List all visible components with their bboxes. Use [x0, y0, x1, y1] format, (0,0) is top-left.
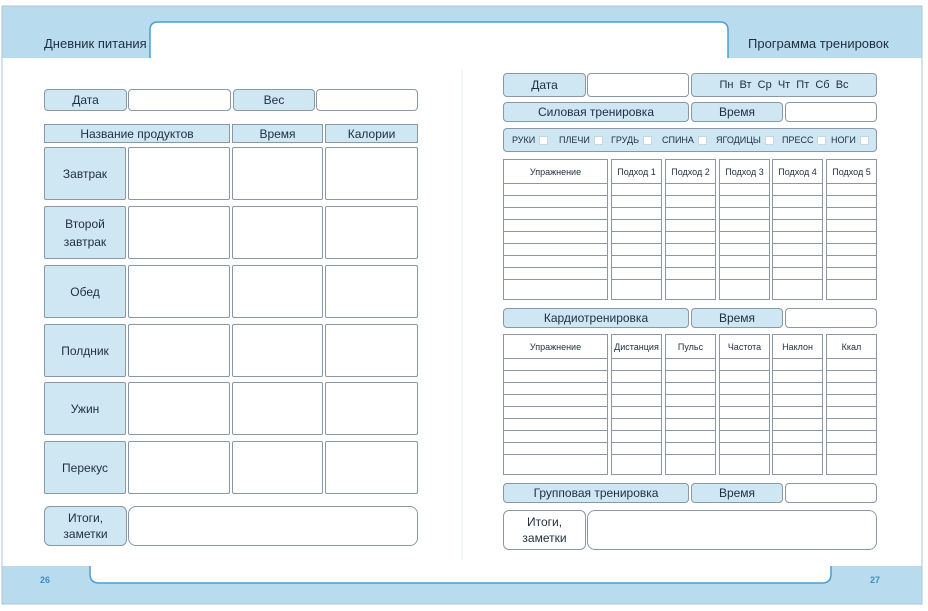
- cardio-header-pulse: Пульс: [666, 335, 715, 359]
- muscle-legs-label: НОГИ: [831, 135, 856, 145]
- table-row[interactable]: [720, 431, 769, 443]
- strength-col-set4: [772, 159, 823, 300]
- meal-snack-afternoon: Полдник: [44, 324, 126, 377]
- table-row[interactable]: [720, 407, 769, 419]
- left-page-number: 26: [40, 575, 51, 585]
- muscle-chest[interactable]: [611, 128, 652, 152]
- table-row[interactable]: [666, 443, 715, 455]
- table-row[interactable]: [773, 431, 822, 443]
- table-row[interactable]: [720, 196, 769, 208]
- cardio-header-frequency: Частота: [720, 335, 769, 359]
- table-row[interactable]: [773, 455, 822, 467]
- table-row[interactable]: [773, 395, 822, 407]
- table-row[interactable]: [773, 244, 822, 256]
- table-row[interactable]: [504, 184, 607, 196]
- table-row[interactable]: [773, 268, 822, 280]
- shoulders-checkbox[interactable]: [594, 136, 603, 145]
- breakfast-products[interactable]: [128, 147, 230, 200]
- table-row[interactable]: [504, 359, 607, 371]
- table-row[interactable]: [827, 268, 876, 280]
- table-row[interactable]: [666, 256, 715, 268]
- weight-label: Вес: [233, 89, 315, 111]
- table-row[interactable]: [720, 455, 769, 467]
- lunch-products[interactable]: [128, 265, 230, 318]
- table-row[interactable]: [504, 371, 607, 383]
- table-row[interactable]: [612, 268, 661, 280]
- table-row[interactable]: [827, 443, 876, 455]
- table-row[interactable]: [504, 395, 607, 407]
- right-page-number: 27: [870, 575, 881, 585]
- table-row[interactable]: [720, 232, 769, 244]
- table-row[interactable]: [504, 244, 607, 256]
- table-row[interactable]: [827, 455, 876, 467]
- strength-header-set5: Подход 5: [827, 160, 876, 184]
- table-row[interactable]: [720, 419, 769, 431]
- muscle-abs[interactable]: [782, 128, 826, 152]
- strength-training-label: Силовая тренировка: [503, 102, 689, 122]
- weekday-selector[interactable]: Пн Вт Ср Чт Пт Сб Вс: [691, 73, 877, 97]
- breakfast-calories[interactable]: [325, 147, 418, 200]
- table-row[interactable]: [773, 371, 822, 383]
- muscle-shoulders[interactable]: [559, 128, 603, 152]
- table-row[interactable]: [666, 407, 715, 419]
- table-row[interactable]: [773, 220, 822, 232]
- table-row[interactable]: [666, 419, 715, 431]
- table-row[interactable]: [827, 184, 876, 196]
- table-row[interactable]: [773, 232, 822, 244]
- right-notes-label-text: Итоги, заметки: [522, 514, 567, 545]
- header-time: Время: [232, 124, 323, 143]
- table-row[interactable]: [666, 395, 715, 407]
- table-row[interactable]: [666, 383, 715, 395]
- table-row[interactable]: [504, 208, 607, 220]
- table-row[interactable]: [612, 383, 661, 395]
- legs-checkbox[interactable]: [860, 136, 869, 145]
- header-calories: Калории: [325, 124, 418, 143]
- strength-col-set2: [665, 159, 716, 300]
- dinner-time[interactable]: [232, 382, 323, 435]
- cardio-header-distance: Дистанция: [612, 335, 661, 359]
- cardio-label: Кардиотренировка: [503, 308, 689, 328]
- table-row[interactable]: [773, 256, 822, 268]
- lunch-calories[interactable]: [325, 265, 418, 318]
- header-product-name: Название продуктов: [44, 124, 230, 143]
- cardio-col-frequency: [719, 334, 770, 475]
- table-row[interactable]: [827, 244, 876, 256]
- date-label: Дата: [44, 89, 127, 111]
- table-row[interactable]: [720, 443, 769, 455]
- table-row[interactable]: [612, 371, 661, 383]
- meal-second-breakfast-label: Второй завтрак: [63, 216, 107, 249]
- table-row[interactable]: [504, 383, 607, 395]
- table-row[interactable]: [612, 232, 661, 244]
- left-notes-label-text: Итоги, заметки: [63, 510, 108, 541]
- table-row[interactable]: [504, 419, 607, 431]
- second-breakfast-calories[interactable]: [325, 206, 418, 259]
- table-row[interactable]: [612, 184, 661, 196]
- table-row[interactable]: [827, 431, 876, 443]
- table-row[interactable]: [612, 208, 661, 220]
- strength-header-exercise: Упражнение: [504, 160, 607, 184]
- table-row[interactable]: [504, 455, 607, 467]
- right-notes-label: [503, 510, 586, 550]
- table-row[interactable]: [612, 419, 661, 431]
- meal-dinner: Ужин: [44, 382, 126, 435]
- table-row[interactable]: [773, 419, 822, 431]
- table-row[interactable]: [827, 395, 876, 407]
- snack-products[interactable]: [128, 441, 230, 494]
- table-row[interactable]: [504, 256, 607, 268]
- strength-col-set3: [719, 159, 770, 300]
- second-breakfast-products[interactable]: [128, 206, 230, 259]
- snack-time[interactable]: [232, 441, 323, 494]
- table-row[interactable]: [612, 395, 661, 407]
- table-row[interactable]: [827, 232, 876, 244]
- table-row[interactable]: [720, 268, 769, 280]
- table-row[interactable]: [504, 443, 607, 455]
- strength-header-set4: Подход 4: [773, 160, 822, 184]
- table-row[interactable]: [612, 244, 661, 256]
- table-row[interactable]: [720, 184, 769, 196]
- table-row[interactable]: [666, 455, 715, 467]
- left-notes-label: [44, 506, 127, 546]
- breakfast-time[interactable]: [232, 147, 323, 200]
- cardio-time-field[interactable]: [785, 308, 877, 328]
- group-training-label: Групповая тренировка: [503, 483, 689, 503]
- table-row[interactable]: [720, 220, 769, 232]
- muscle-chest-label: ГРУДЬ: [611, 135, 639, 145]
- abs-checkbox[interactable]: [817, 136, 826, 145]
- afternoon-products[interactable]: [128, 324, 230, 377]
- muscle-arms-label: РУКИ: [512, 135, 536, 145]
- muscle-glutes-label: ЯГОДИЦЫ: [716, 135, 761, 145]
- table-row[interactable]: [612, 196, 661, 208]
- muscle-glutes[interactable]: [716, 128, 774, 152]
- afternoon-calories[interactable]: [325, 324, 418, 377]
- table-row[interactable]: [666, 208, 715, 220]
- table-row[interactable]: [827, 371, 876, 383]
- left-notes-field[interactable]: [128, 506, 418, 546]
- table-row[interactable]: [773, 196, 822, 208]
- table-row[interactable]: [666, 359, 715, 371]
- table-row[interactable]: [720, 280, 769, 292]
- table-row[interactable]: [612, 431, 661, 443]
- table-row[interactable]: [720, 371, 769, 383]
- group-time-field[interactable]: [785, 483, 877, 503]
- cardio-header-exercise: Упражнение: [504, 335, 607, 359]
- cardio-col-distance: [611, 334, 662, 475]
- muscle-shoulders-label: ПЛЕЧИ: [559, 135, 590, 145]
- right-date-label: Дата: [503, 73, 586, 97]
- table-row[interactable]: [720, 256, 769, 268]
- cardio-header-incline: Наклон: [773, 335, 822, 359]
- cardio-col-exercise: [503, 334, 608, 475]
- table-row[interactable]: [827, 280, 876, 292]
- meal-breakfast: Завтрак: [44, 147, 126, 200]
- muscle-arms[interactable]: [512, 128, 548, 152]
- strength-header-set1: Подход 1: [612, 160, 661, 184]
- table-row[interactable]: [773, 208, 822, 220]
- left-header-title: Дневник питания: [44, 36, 147, 51]
- muscle-legs[interactable]: [831, 128, 869, 152]
- strength-col-set5: [826, 159, 877, 300]
- chest-checkbox[interactable]: [643, 136, 652, 145]
- table-row[interactable]: [773, 383, 822, 395]
- group-time-label: Время: [691, 483, 783, 503]
- table-row[interactable]: [666, 268, 715, 280]
- table-row[interactable]: [612, 407, 661, 419]
- strength-header-set2: Подход 2: [666, 160, 715, 184]
- table-row[interactable]: [773, 184, 822, 196]
- strength-header-set3: Подход 3: [720, 160, 769, 184]
- table-row[interactable]: [612, 220, 661, 232]
- table-row[interactable]: [504, 232, 607, 244]
- strength-time-field[interactable]: [785, 102, 877, 122]
- table-row[interactable]: [504, 407, 607, 419]
- glutes-checkbox[interactable]: [765, 136, 774, 145]
- back-checkbox[interactable]: [698, 136, 707, 145]
- lunch-time[interactable]: [232, 265, 323, 318]
- table-row[interactable]: [773, 359, 822, 371]
- table-row[interactable]: [666, 244, 715, 256]
- cardio-time-label: Время: [691, 308, 783, 328]
- table-row[interactable]: [827, 208, 876, 220]
- table-row[interactable]: [666, 220, 715, 232]
- table-row[interactable]: [827, 407, 876, 419]
- arms-checkbox[interactable]: [539, 136, 548, 145]
- second-breakfast-time[interactable]: [232, 206, 323, 259]
- table-row[interactable]: [773, 407, 822, 419]
- cardio-col-pulse: [665, 334, 716, 475]
- right-notes-field[interactable]: [587, 510, 877, 550]
- table-row[interactable]: [666, 431, 715, 443]
- table-row[interactable]: [773, 280, 822, 292]
- strength-time-label: Время: [691, 102, 783, 122]
- dinner-calories[interactable]: [325, 382, 418, 435]
- table-row[interactable]: [720, 383, 769, 395]
- table-row[interactable]: [504, 220, 607, 232]
- table-row[interactable]: [612, 280, 661, 292]
- table-row[interactable]: [827, 220, 876, 232]
- table-row[interactable]: [720, 395, 769, 407]
- snack-calories[interactable]: [325, 441, 418, 494]
- meal-snack: Перекус: [44, 441, 126, 494]
- table-row[interactable]: [827, 196, 876, 208]
- table-row[interactable]: [612, 455, 661, 467]
- table-row[interactable]: [504, 280, 607, 292]
- table-row[interactable]: [504, 196, 607, 208]
- table-row[interactable]: [827, 383, 876, 395]
- table-row[interactable]: [720, 208, 769, 220]
- table-row[interactable]: [504, 431, 607, 443]
- cardio-header-kcal: Ккал: [827, 335, 876, 359]
- cardio-col-incline: [772, 334, 823, 475]
- weight-field[interactable]: [316, 89, 418, 111]
- table-row[interactable]: [720, 359, 769, 371]
- table-row[interactable]: [827, 419, 876, 431]
- strength-col-exercise: [503, 159, 608, 300]
- muscle-back-label: СПИНА: [662, 135, 694, 145]
- meal-lunch: Обед: [44, 265, 126, 318]
- right-date-field[interactable]: [587, 73, 689, 97]
- afternoon-time[interactable]: [232, 324, 323, 377]
- muscle-back[interactable]: [662, 128, 707, 152]
- strength-col-set1: [611, 159, 662, 300]
- table-row[interactable]: [666, 371, 715, 383]
- table-row[interactable]: [720, 244, 769, 256]
- table-row[interactable]: [666, 196, 715, 208]
- table-row[interactable]: [612, 359, 661, 371]
- table-row[interactable]: [773, 443, 822, 455]
- dinner-products[interactable]: [128, 382, 230, 435]
- table-row[interactable]: [827, 256, 876, 268]
- table-row[interactable]: [666, 184, 715, 196]
- cardio-col-kcal: [826, 334, 877, 475]
- table-row[interactable]: [504, 268, 607, 280]
- meal-second-breakfast: [44, 206, 126, 259]
- table-row[interactable]: [612, 443, 661, 455]
- muscle-abs-label: ПРЕСС: [782, 135, 814, 145]
- table-row[interactable]: [666, 232, 715, 244]
- table-row[interactable]: [666, 280, 715, 292]
- date-field[interactable]: [128, 89, 231, 111]
- table-row[interactable]: [827, 359, 876, 371]
- table-row[interactable]: [612, 256, 661, 268]
- right-header-title: Программа тренировок: [748, 36, 889, 51]
